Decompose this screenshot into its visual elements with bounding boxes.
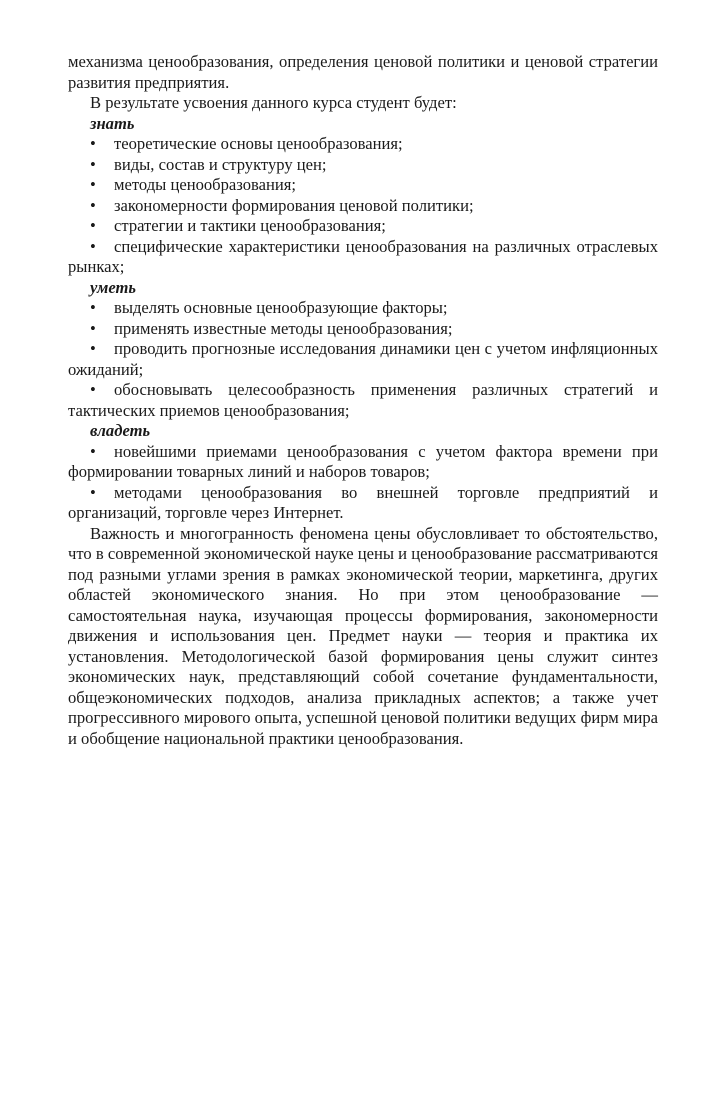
list-item-text: закономерности формирования ценовой политики; (114, 195, 474, 215)
page-body (68, 52, 658, 749)
list-item (68, 442, 658, 483)
bullet-icon: • (90, 195, 96, 215)
know-heading: знать (90, 113, 135, 133)
list-item (68, 196, 658, 217)
bullet-icon: • (90, 236, 96, 256)
list-item (68, 339, 658, 380)
list-item (68, 134, 658, 155)
bullet-icon: • (90, 154, 96, 174)
list-item-text: обосновывать целесообразность применения различных стратегий и тактических приемов ценообразования; (68, 380, 658, 420)
bullet-icon: • (90, 380, 96, 399)
list-item (68, 237, 658, 278)
list-item-text: стратегии и тактики ценообразования; (114, 216, 386, 235)
list-item (68, 483, 658, 524)
bullet-icon: • (90, 134, 96, 153)
list-item (68, 319, 658, 340)
bullet-icon: • (90, 318, 96, 338)
list-item-text: виды, состав и структуру цен; (114, 154, 327, 174)
bullet-icon: • (90, 441, 96, 461)
list-item-text: методы ценообразования; (114, 175, 297, 194)
list-item-text: методами ценообразования во внешней торговле предприятий и организаций, торговле через Интернет. (68, 482, 658, 522)
list-item-text: применять известные методы ценообразования; (114, 318, 453, 338)
list-item (68, 298, 658, 319)
conclusion-paragraph: Важность и многогранность феномена цены обусловливает то обстоятельство, что в современной экономической науке цены и ценообразование рассматриваются под разными углами зрения в рамках экономической теории, маркетинга, других областей экономического знания. Но при этом ценообразование — самостоятельная наука, изучающая процессы формирования, закономерности движения и использования цен. Предмет науки — теория и практика их установления. Методологической базой формирования цены служит синтез экономических наук, представляющий собой сочетание фундаментальности, общеэкономических подходов, анализа прикладных аспектов; а также учет прогрессивного мирового опыта, успешной ценовой политики ведущих фирм мира и обобщение национальной практики ценообразования. (68, 523, 658, 748)
intro-continuation: механизма ценообразования, определения ценовой политики и ценовой стратегии развития предприятия. (68, 52, 658, 92)
bullet-icon: • (90, 298, 96, 317)
can-list (68, 298, 658, 421)
list-item-text: теоретические основы ценообразования; (114, 134, 403, 153)
list-item-text: специфические характеристики ценообразования на различных отраслевых рынках; (68, 236, 658, 276)
list-item (68, 155, 658, 176)
master-list (68, 442, 658, 524)
bullet-icon: • (90, 175, 96, 194)
list-item (68, 216, 658, 237)
list-item-text: новейшими приемами ценообразования с учетом фактора времени при формировании товарных линий и наборов товаров; (68, 441, 658, 481)
bullet-icon: • (90, 482, 96, 502)
list-item-text: проводить прогнозные исследования динамики цен с учетом инфляционных ожиданий; (68, 339, 658, 379)
list-item (68, 380, 658, 421)
bullet-icon: • (90, 216, 96, 235)
bullet-icon: • (90, 339, 96, 358)
master-heading: владеть (90, 421, 151, 440)
list-item-text: выделять основные ценообразующие факторы; (114, 298, 448, 317)
know-list (68, 134, 658, 278)
list-item (68, 175, 658, 196)
intro-lead: В результате усвоения данного курса студент будет: (90, 93, 457, 112)
can-heading: уметь (90, 277, 136, 297)
